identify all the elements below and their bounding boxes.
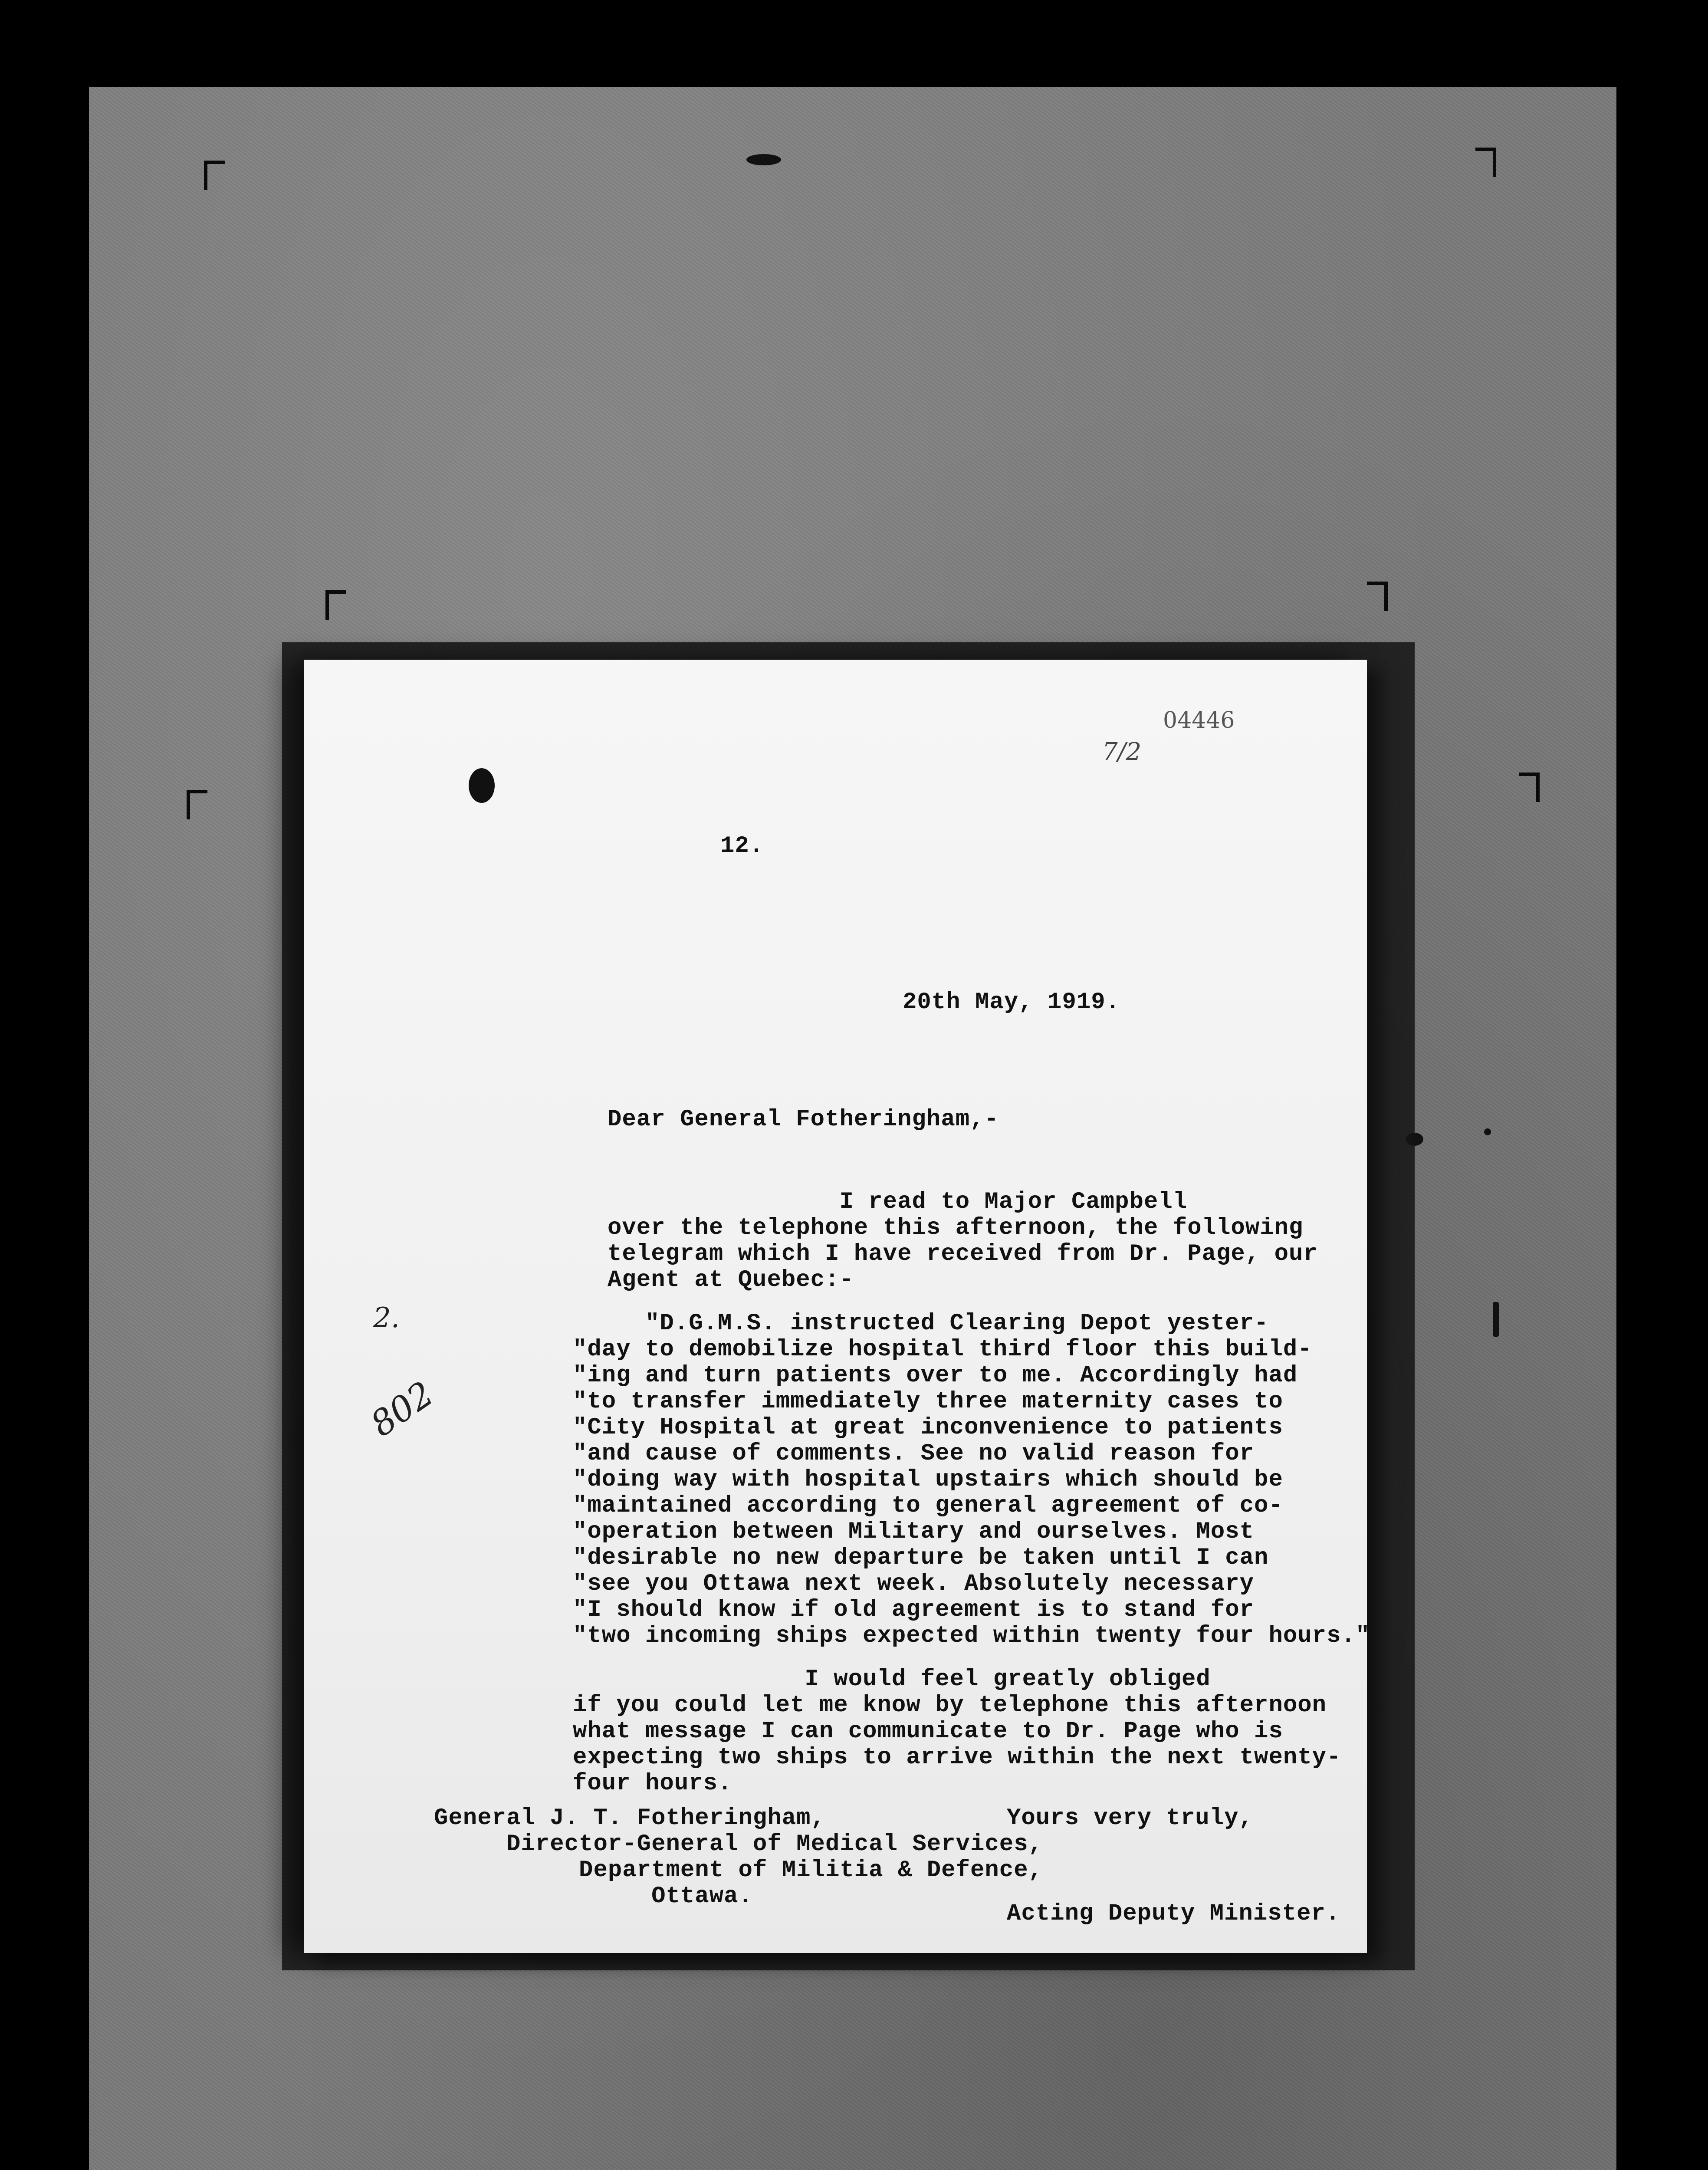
- text-line: "to transfer immediately three maternity cases to: [573, 1388, 1283, 1415]
- archive-number: 04446: [1163, 707, 1235, 733]
- crop-mark: [204, 161, 225, 190]
- signature-title: Acting Deputy Minister.: [1007, 1900, 1340, 1927]
- crop-mark: [1367, 582, 1388, 611]
- paragraph-1: [608, 1189, 1318, 1293]
- speck: [1484, 1128, 1491, 1135]
- punch-hole: [469, 768, 495, 803]
- text-line: "operation between Military and ourselves. Most: [573, 1519, 1255, 1545]
- letter-date: 20th May, 1919.: [903, 989, 1120, 1016]
- text-line: Department of Militia & Defence,: [434, 1857, 1043, 1884]
- text-line: I read to Major Campbell: [608, 1189, 1188, 1215]
- text-line: "doing way with hospital upstairs which should be: [573, 1466, 1283, 1493]
- crop-mark: [1475, 148, 1496, 177]
- text-line: Agent at Quebec:-: [608, 1267, 854, 1293]
- text-line: General J. T. Fotheringham,: [434, 1805, 825, 1831]
- margin-note-2: 2.: [373, 1302, 400, 1334]
- addressee-block: [434, 1805, 1043, 1910]
- text-line: if you could let me know by telephone this afternoon: [573, 1692, 1327, 1719]
- text-line: over the telephone this afternoon, the following: [608, 1215, 1304, 1241]
- text-line: what message I can communicate to Dr. Page who is: [573, 1718, 1283, 1745]
- speck: [1493, 1302, 1499, 1337]
- speck: [746, 154, 781, 165]
- letter-sheet: [304, 660, 1370, 1953]
- text-line: "City Hospital at great inconvenience to patients: [573, 1414, 1283, 1441]
- closing: Yours very truly,: [1007, 1805, 1253, 1831]
- crop-mark: [1519, 773, 1540, 802]
- text-line: "see you Ottawa next week. Absolutely necessary: [573, 1571, 1255, 1597]
- text-line: "desirable no new departure be taken until I can: [573, 1545, 1269, 1571]
- text-line: telegram which I have received from Dr. Page, our: [608, 1241, 1318, 1267]
- text-line: expecting two ships to arrive within the next twenty-: [573, 1744, 1341, 1771]
- text-line: "I should know if old agreement is to stand for: [573, 1597, 1255, 1623]
- margin-note-802: 802: [363, 1373, 441, 1445]
- text-line: Director-General of Medical Services,: [434, 1831, 1043, 1858]
- text-line: "two incoming ships expected within twenty four hours.": [573, 1623, 1370, 1649]
- text-line: "maintained according to general agreement of co-: [573, 1493, 1283, 1519]
- text-line: four hours.: [573, 1770, 732, 1797]
- archive-mark: 7/2: [1102, 738, 1142, 766]
- crop-mark: [187, 790, 207, 819]
- salutation: Dear General Fotheringham,-: [608, 1106, 999, 1133]
- telegram-quote: [573, 1311, 1370, 1649]
- text-line: I would feel greatly obliged: [573, 1666, 1211, 1693]
- text-line: "day to demobilize hospital third floor this build-: [573, 1336, 1312, 1363]
- text-line: "D.G.M.S. instructed Clearing Depot yester-: [573, 1310, 1269, 1337]
- crop-mark: [325, 590, 346, 620]
- paragraph-2: [573, 1667, 1341, 1797]
- page-number: 12.: [720, 833, 764, 859]
- text-line: Ottawa.: [434, 1883, 753, 1910]
- text-line: "ing and turn patients over to me. Accordingly had: [573, 1362, 1298, 1389]
- text-line: "and cause of comments. See no valid reason for: [573, 1440, 1255, 1467]
